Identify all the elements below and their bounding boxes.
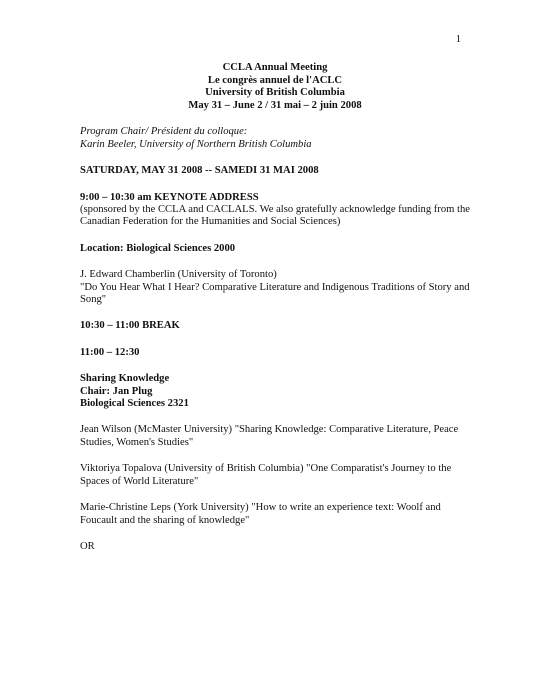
session-time: 11:00 – 12:30 [80, 346, 140, 358]
document-header [80, 62, 470, 112]
session-header [80, 373, 470, 410]
break-heading: 10:30 – 11:00 BREAK [80, 320, 180, 332]
page-number: 1 [455, 34, 461, 45]
program-chair-label: Program Chair/ Président du colloque: [80, 126, 248, 138]
keynote-title: "Do You Hear What I Hear? Comparative Literature and Indigenous Traditions of Story and Song" [80, 281, 470, 306]
session-title: Sharing Knowledge [80, 373, 170, 385]
program-chair [80, 126, 470, 151]
paper-entry: Jean Wilson (McMaster University) "Sharing Knowledge: Comparative Literature, Peace Studies, Women's Studies" [80, 424, 459, 448]
keynote-speaker-block [80, 269, 470, 306]
day-heading: SATURDAY, MAY 31 2008 -- SAMEDI 31 MAI 2008 [80, 165, 319, 177]
header-line-3: University of British Columbia [205, 87, 345, 99]
document-body [80, 62, 470, 553]
paper-entry: Marie-Christine Leps (York University) "How to write an experience text: Woolf and Foucault and the sharing of knowledge" [80, 502, 441, 526]
header-line-2: Le congrès annuel de l'ACLC [207, 74, 343, 86]
keynote-speaker: J. Edward Chamberlin (University of Toronto) [80, 269, 277, 281]
paper-entry: Viktoriya Topalova (University of British Columbia) "One Comparatist's Journey to the Spaces of World Literature" [80, 463, 452, 487]
header-line-4: May 31 – June 2 / 31 mai – 2 juin 2008 [188, 99, 362, 111]
header-line-1: CCLA Annual Meeting [222, 62, 328, 73]
program-chair-name: Karin Beeler, University of Northern British Columbia [80, 138, 312, 150]
keynote-section [80, 192, 470, 229]
keynote-sponsor-note: (sponsored by the CCLA and CACLALS. We also gratefully acknowledge funding from the Canadian Federation for the Humanities and Social Sciences) [80, 204, 470, 228]
session-chair: Chair: Jan Plug [80, 385, 153, 397]
session-room: Biological Sciences 2321 [80, 398, 189, 410]
keynote-location: Location: Biological Sciences 2000 [80, 242, 236, 254]
keynote-heading: 9:00 – 10:30 am KEYNOTE ADDRESS [80, 191, 259, 203]
or-label: OR [80, 540, 95, 552]
